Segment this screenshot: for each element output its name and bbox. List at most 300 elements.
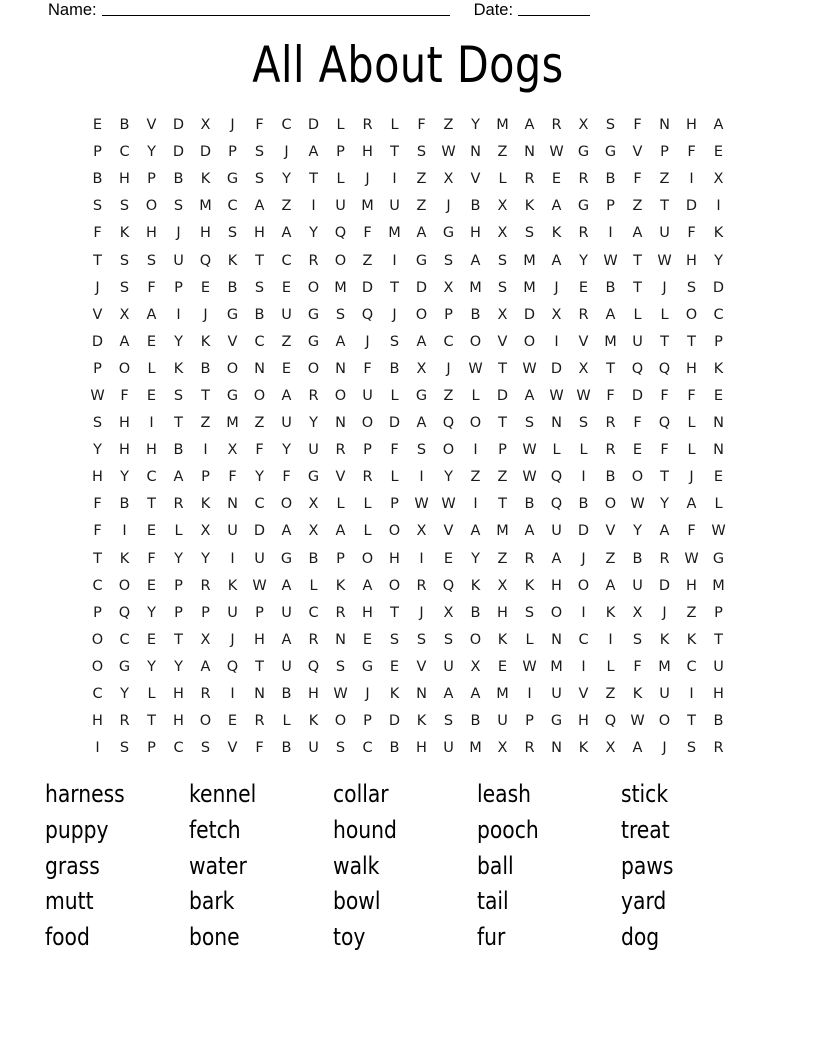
grid-letter[interactable]: D bbox=[388, 415, 401, 432]
grid-letter[interactable]: B bbox=[605, 171, 616, 188]
grid-letter[interactable]: J bbox=[203, 306, 208, 323]
grid-letter[interactable]: N bbox=[551, 631, 562, 648]
grid-letter[interactable]: M bbox=[550, 658, 563, 675]
grid-letter[interactable]: G bbox=[226, 306, 239, 323]
grid-letter[interactable]: Y bbox=[174, 333, 183, 350]
grid-letter[interactable]: O bbox=[550, 604, 563, 621]
grid-letter[interactable]: D bbox=[253, 523, 266, 540]
grid-letter[interactable]: M bbox=[199, 198, 212, 215]
grid-letter[interactable]: H bbox=[92, 469, 103, 486]
grid-letter[interactable]: X bbox=[713, 171, 724, 188]
grid-letter[interactable]: O bbox=[280, 496, 293, 513]
grid-letter[interactable]: Y bbox=[120, 686, 129, 703]
grid-letter[interactable]: P bbox=[336, 144, 345, 161]
grid-letter[interactable]: W bbox=[252, 577, 267, 594]
grid-letter[interactable]: M bbox=[361, 198, 374, 215]
grid-letter[interactable]: H bbox=[416, 740, 427, 757]
grid-letter[interactable]: H bbox=[686, 117, 697, 134]
grid-letter[interactable]: O bbox=[361, 415, 374, 432]
grid-letter[interactable]: L bbox=[174, 523, 183, 540]
grid-letter[interactable]: C bbox=[254, 496, 265, 513]
grid-letter[interactable]: M bbox=[469, 279, 482, 296]
grid-letter[interactable]: Y bbox=[282, 171, 291, 188]
grid-letter[interactable]: N bbox=[254, 360, 265, 377]
grid-letter[interactable]: E bbox=[146, 523, 157, 540]
grid-letter[interactable]: U bbox=[551, 523, 562, 540]
grid-letter[interactable]: O bbox=[199, 713, 212, 730]
grid-letter[interactable]: C bbox=[308, 604, 319, 621]
grid-letter[interactable]: P bbox=[444, 306, 453, 323]
grid-letter[interactable]: I bbox=[149, 415, 154, 432]
grid-letter[interactable]: M bbox=[658, 658, 671, 675]
grid-letter[interactable]: F bbox=[687, 225, 696, 242]
grid-letter[interactable]: F bbox=[120, 387, 129, 404]
grid-letter[interactable]: I bbox=[176, 306, 181, 323]
grid-letter[interactable]: C bbox=[92, 686, 103, 703]
grid-letter[interactable]: A bbox=[551, 252, 562, 269]
grid-letter[interactable]: G bbox=[577, 144, 590, 161]
grid-letter[interactable]: F bbox=[633, 658, 642, 675]
grid-letter[interactable]: U bbox=[659, 225, 670, 242]
grid-letter[interactable]: Z bbox=[416, 171, 427, 188]
grid-letter[interactable]: I bbox=[473, 442, 478, 459]
grid-letter[interactable]: X bbox=[578, 360, 589, 377]
grid-letter[interactable]: X bbox=[470, 658, 481, 675]
grid-letter[interactable]: Y bbox=[309, 415, 318, 432]
word-list-item[interactable]: paws bbox=[621, 851, 674, 880]
grid-letter[interactable]: X bbox=[308, 496, 319, 513]
grid-letter[interactable]: P bbox=[93, 360, 102, 377]
grid-letter[interactable]: P bbox=[255, 604, 264, 621]
grid-letter[interactable]: D bbox=[172, 144, 185, 161]
grid-letter[interactable]: Y bbox=[174, 550, 183, 567]
word-list-item[interactable]: bark bbox=[189, 887, 235, 916]
grid-letter[interactable]: O bbox=[658, 713, 671, 730]
grid-letter[interactable]: M bbox=[523, 252, 536, 269]
grid-letter[interactable]: X bbox=[200, 117, 211, 134]
grid-letter[interactable]: R bbox=[605, 415, 616, 432]
grid-letter[interactable]: K bbox=[308, 713, 319, 730]
grid-letter[interactable]: D bbox=[577, 523, 590, 540]
grid-letter[interactable]: V bbox=[578, 686, 589, 703]
grid-letter[interactable]: A bbox=[335, 523, 346, 540]
grid-letter[interactable]: W bbox=[630, 713, 645, 730]
grid-letter[interactable]: S bbox=[443, 713, 454, 730]
grid-letter[interactable]: W bbox=[90, 387, 105, 404]
grid-letter[interactable]: F bbox=[417, 117, 426, 134]
grid-letter[interactable]: K bbox=[605, 604, 616, 621]
grid-letter[interactable]: K bbox=[686, 631, 697, 648]
grid-letter[interactable]: L bbox=[363, 523, 372, 540]
grid-letter[interactable]: H bbox=[362, 604, 373, 621]
grid-letter[interactable]: L bbox=[714, 496, 723, 513]
grid-letter[interactable]: C bbox=[362, 740, 373, 757]
grid-letter[interactable]: I bbox=[581, 469, 586, 486]
grid-letter[interactable]: X bbox=[497, 198, 508, 215]
grid-letter[interactable]: J bbox=[284, 144, 289, 161]
grid-letter[interactable]: T bbox=[660, 469, 669, 486]
grid-letter[interactable]: O bbox=[118, 577, 131, 594]
grid-letter[interactable]: S bbox=[686, 279, 697, 296]
grid-letter[interactable]: J bbox=[230, 117, 235, 134]
grid-letter[interactable]: C bbox=[119, 144, 130, 161]
grid-letter[interactable]: X bbox=[551, 306, 562, 323]
grid-letter[interactable]: U bbox=[281, 658, 292, 675]
grid-letter[interactable]: Y bbox=[309, 225, 318, 242]
grid-letter[interactable]: C bbox=[713, 306, 724, 323]
grid-letter[interactable]: Q bbox=[550, 469, 563, 486]
grid-letter[interactable]: E bbox=[713, 387, 724, 404]
grid-letter[interactable]: E bbox=[146, 387, 157, 404]
grid-letter[interactable]: F bbox=[93, 225, 102, 242]
grid-letter[interactable]: B bbox=[173, 442, 184, 459]
grid-letter[interactable]: D bbox=[307, 117, 320, 134]
grid-letter[interactable]: B bbox=[713, 713, 724, 730]
grid-letter[interactable]: R bbox=[362, 117, 373, 134]
grid-letter[interactable]: P bbox=[174, 604, 183, 621]
grid-letter[interactable]: U bbox=[497, 713, 508, 730]
grid-letter[interactable]: P bbox=[363, 442, 372, 459]
grid-letter[interactable]: T bbox=[714, 631, 723, 648]
grid-letter[interactable]: L bbox=[336, 117, 345, 134]
grid-letter[interactable]: U bbox=[281, 306, 292, 323]
grid-letter[interactable]: S bbox=[254, 171, 265, 188]
grid-letter[interactable]: A bbox=[281, 631, 292, 648]
grid-letter[interactable]: S bbox=[497, 252, 508, 269]
grid-letter[interactable]: D bbox=[523, 306, 536, 323]
grid-letter[interactable]: I bbox=[230, 686, 235, 703]
grid-letter[interactable]: V bbox=[605, 523, 616, 540]
grid-letter[interactable]: L bbox=[309, 577, 318, 594]
grid-letter[interactable]: E bbox=[389, 658, 400, 675]
word-list-item[interactable]: bone bbox=[189, 923, 240, 952]
grid-letter[interactable]: H bbox=[713, 686, 724, 703]
grid-letter[interactable]: H bbox=[146, 442, 157, 459]
grid-letter[interactable]: L bbox=[147, 686, 156, 703]
grid-letter[interactable]: I bbox=[311, 198, 316, 215]
grid-letter[interactable]: B bbox=[254, 306, 265, 323]
word-list-item[interactable]: kennel bbox=[189, 780, 257, 808]
grid-letter[interactable]: T bbox=[147, 713, 156, 730]
grid-letter[interactable]: F bbox=[147, 550, 156, 567]
grid-letter[interactable]: L bbox=[147, 360, 156, 377]
grid-letter[interactable]: J bbox=[365, 171, 370, 188]
grid-letter[interactable]: I bbox=[527, 686, 532, 703]
grid-letter[interactable]: B bbox=[470, 604, 481, 621]
grid-letter[interactable]: A bbox=[416, 415, 427, 432]
grid-letter[interactable]: K bbox=[227, 252, 238, 269]
grid-letter[interactable]: I bbox=[689, 171, 694, 188]
grid-letter[interactable]: T bbox=[390, 144, 399, 161]
grid-letter[interactable]: A bbox=[281, 225, 292, 242]
grid-letter[interactable]: O bbox=[91, 631, 104, 648]
grid-letter[interactable]: O bbox=[334, 387, 347, 404]
grid-letter[interactable]: Y bbox=[120, 469, 129, 486]
grid-letter[interactable]: A bbox=[146, 306, 157, 323]
grid-letter[interactable]: F bbox=[363, 360, 372, 377]
grid-letter[interactable]: N bbox=[713, 442, 724, 459]
grid-letter[interactable]: O bbox=[388, 577, 401, 594]
grid-letter[interactable]: O bbox=[469, 333, 482, 350]
grid-letter[interactable]: B bbox=[470, 713, 481, 730]
grid-letter[interactable]: S bbox=[632, 631, 643, 648]
grid-letter[interactable]: P bbox=[174, 577, 183, 594]
grid-letter[interactable]: Y bbox=[444, 469, 453, 486]
grid-letter[interactable]: B bbox=[92, 171, 103, 188]
grid-letter[interactable]: X bbox=[605, 740, 616, 757]
grid-letter[interactable]: R bbox=[362, 469, 373, 486]
grid-letter[interactable]: H bbox=[173, 713, 184, 730]
grid-letter[interactable]: O bbox=[361, 550, 374, 567]
grid-letter[interactable]: V bbox=[227, 740, 238, 757]
grid-letter[interactable]: K bbox=[389, 686, 400, 703]
grid-letter[interactable]: P bbox=[525, 713, 534, 730]
grid-letter[interactable]: S bbox=[416, 144, 427, 161]
grid-letter[interactable]: O bbox=[442, 442, 455, 459]
grid-letter[interactable]: B bbox=[524, 496, 535, 513]
grid-letter[interactable]: E bbox=[443, 550, 454, 567]
grid-letter[interactable]: N bbox=[335, 631, 346, 648]
grid-letter[interactable]: X bbox=[443, 279, 454, 296]
grid-letter[interactable]: H bbox=[173, 686, 184, 703]
grid-letter[interactable]: C bbox=[281, 117, 292, 134]
grid-letter[interactable]: U bbox=[227, 604, 238, 621]
grid-letter[interactable]: V bbox=[146, 117, 157, 134]
grid-letter[interactable]: K bbox=[119, 550, 130, 567]
grid-letter[interactable]: E bbox=[578, 279, 589, 296]
grid-letter[interactable]: I bbox=[689, 686, 694, 703]
grid-letter[interactable]: C bbox=[686, 658, 697, 675]
grid-letter[interactable]: Q bbox=[631, 360, 644, 377]
grid-letter[interactable]: D bbox=[199, 144, 212, 161]
grid-letter[interactable]: E bbox=[227, 713, 238, 730]
word-list-item[interactable]: ball bbox=[477, 851, 514, 880]
grid-letter[interactable]: L bbox=[336, 496, 345, 513]
word-list-item[interactable]: grass bbox=[45, 851, 100, 880]
grid-letter[interactable]: A bbox=[470, 523, 481, 540]
grid-letter[interactable]: N bbox=[335, 415, 346, 432]
grid-letter[interactable]: R bbox=[659, 550, 670, 567]
grid-letter[interactable]: O bbox=[415, 306, 428, 323]
grid-letter[interactable]: F bbox=[660, 442, 669, 459]
grid-letter[interactable]: P bbox=[714, 333, 723, 350]
grid-letter[interactable]: K bbox=[119, 225, 130, 242]
grid-letter[interactable]: D bbox=[361, 279, 374, 296]
grid-letter[interactable]: B bbox=[470, 198, 481, 215]
grid-letter[interactable]: W bbox=[576, 387, 591, 404]
grid-letter[interactable]: K bbox=[200, 171, 211, 188]
grid-letter[interactable]: L bbox=[633, 306, 642, 323]
grid-letter[interactable]: L bbox=[687, 442, 696, 459]
grid-letter[interactable]: P bbox=[201, 469, 210, 486]
grid-letter[interactable]: J bbox=[176, 225, 181, 242]
grid-letter[interactable]: P bbox=[93, 604, 102, 621]
grid-letter[interactable]: S bbox=[389, 631, 400, 648]
grid-letter[interactable]: X bbox=[632, 604, 643, 621]
grid-letter[interactable]: V bbox=[416, 658, 427, 675]
grid-letter[interactable]: D bbox=[91, 333, 104, 350]
grid-letter[interactable]: P bbox=[363, 713, 372, 730]
grid-letter[interactable]: Q bbox=[550, 496, 563, 513]
grid-letter[interactable]: K bbox=[524, 577, 535, 594]
name-write-in-line[interactable] bbox=[102, 0, 450, 16]
grid-letter[interactable]: O bbox=[469, 415, 482, 432]
date-write-in-line[interactable] bbox=[518, 0, 590, 16]
grid-letter[interactable]: Y bbox=[147, 658, 156, 675]
grid-letter[interactable]: U bbox=[227, 523, 238, 540]
grid-letter[interactable]: I bbox=[716, 198, 721, 215]
grid-letter[interactable]: L bbox=[390, 387, 399, 404]
grid-letter[interactable]: U bbox=[173, 252, 184, 269]
grid-letter[interactable]: P bbox=[606, 198, 615, 215]
grid-letter[interactable]: O bbox=[91, 658, 104, 675]
grid-letter[interactable]: A bbox=[119, 333, 130, 350]
grid-letter[interactable]: U bbox=[443, 658, 454, 675]
grid-letter[interactable]: N bbox=[416, 686, 427, 703]
grid-letter[interactable]: T bbox=[498, 496, 507, 513]
word-list-item[interactable]: collar bbox=[333, 780, 389, 808]
word-list-item[interactable]: treat bbox=[621, 815, 670, 844]
grid-letter[interactable]: D bbox=[631, 387, 644, 404]
grid-letter[interactable]: T bbox=[660, 198, 669, 215]
grid-letter[interactable]: Q bbox=[442, 415, 455, 432]
grid-letter[interactable]: N bbox=[470, 144, 481, 161]
grid-letter[interactable]: P bbox=[390, 496, 399, 513]
grid-letter[interactable]: Y bbox=[579, 252, 588, 269]
grid-letter[interactable]: T bbox=[201, 387, 210, 404]
grid-letter[interactable]: W bbox=[468, 360, 483, 377]
grid-letter[interactable]: B bbox=[389, 360, 400, 377]
grid-letter[interactable]: W bbox=[630, 496, 645, 513]
grid-letter[interactable]: H bbox=[470, 225, 481, 242]
grid-letter[interactable]: Q bbox=[442, 577, 455, 594]
grid-letter[interactable]: H bbox=[119, 415, 130, 432]
grid-letter[interactable]: Y bbox=[174, 658, 183, 675]
grid-letter[interactable]: I bbox=[230, 550, 235, 567]
grid-letter[interactable]: B bbox=[605, 279, 616, 296]
grid-letter[interactable]: K bbox=[227, 577, 238, 594]
grid-letter[interactable]: D bbox=[388, 713, 401, 730]
grid-letter[interactable]: Y bbox=[147, 604, 156, 621]
grid-letter[interactable]: Z bbox=[281, 198, 292, 215]
grid-letter[interactable]: A bbox=[659, 523, 670, 540]
grid-letter[interactable]: U bbox=[308, 740, 319, 757]
grid-letter[interactable]: S bbox=[227, 225, 238, 242]
grid-letter[interactable]: O bbox=[334, 713, 347, 730]
grid-letter[interactable]: P bbox=[147, 171, 156, 188]
grid-letter[interactable]: U bbox=[389, 198, 400, 215]
grid-letter[interactable]: M bbox=[388, 225, 401, 242]
grid-letter[interactable]: J bbox=[689, 469, 694, 486]
grid-letter[interactable]: L bbox=[606, 658, 615, 675]
grid-letter[interactable]: P bbox=[93, 144, 102, 161]
grid-letter[interactable]: J bbox=[419, 604, 424, 621]
grid-letter[interactable]: K bbox=[335, 577, 346, 594]
grid-letter[interactable]: R bbox=[200, 577, 211, 594]
grid-letter[interactable]: H bbox=[389, 550, 400, 567]
grid-letter[interactable]: K bbox=[497, 631, 508, 648]
grid-letter[interactable]: T bbox=[687, 713, 696, 730]
grid-letter[interactable]: U bbox=[308, 442, 319, 459]
grid-letter[interactable]: R bbox=[308, 387, 319, 404]
grid-letter[interactable]: N bbox=[524, 144, 535, 161]
grid-letter[interactable]: I bbox=[608, 631, 613, 648]
grid-letter[interactable]: K bbox=[173, 360, 184, 377]
grid-letter[interactable]: A bbox=[281, 577, 292, 594]
grid-letter[interactable]: D bbox=[685, 198, 698, 215]
grid-letter[interactable]: U bbox=[443, 740, 454, 757]
grid-letter[interactable]: Y bbox=[471, 550, 480, 567]
grid-letter[interactable]: H bbox=[686, 360, 697, 377]
grid-letter[interactable]: A bbox=[551, 198, 562, 215]
grid-letter[interactable]: A bbox=[524, 523, 535, 540]
grid-letter[interactable]: G bbox=[604, 144, 617, 161]
grid-letter[interactable]: M bbox=[523, 279, 536, 296]
grid-letter[interactable]: H bbox=[686, 577, 697, 594]
grid-letter[interactable]: J bbox=[581, 550, 586, 567]
grid-letter[interactable]: D bbox=[496, 387, 509, 404]
grid-letter[interactable]: F bbox=[633, 117, 642, 134]
grid-letter[interactable]: K bbox=[713, 225, 724, 242]
grid-letter[interactable]: X bbox=[443, 604, 454, 621]
grid-letter[interactable]: V bbox=[470, 171, 481, 188]
grid-letter[interactable]: I bbox=[392, 171, 397, 188]
grid-letter[interactable]: Z bbox=[632, 198, 643, 215]
grid-letter[interactable]: Q bbox=[334, 225, 347, 242]
grid-letter[interactable]: S bbox=[335, 740, 346, 757]
grid-letter[interactable]: A bbox=[605, 577, 616, 594]
grid-letter[interactable]: Z bbox=[497, 550, 508, 567]
grid-letter[interactable]: X bbox=[497, 740, 508, 757]
grid-letter[interactable]: A bbox=[335, 333, 346, 350]
grid-letter[interactable]: F bbox=[687, 523, 696, 540]
grid-letter[interactable]: I bbox=[581, 658, 586, 675]
grid-letter[interactable]: A bbox=[200, 658, 211, 675]
grid-letter[interactable]: I bbox=[419, 550, 424, 567]
grid-letter[interactable]: Q bbox=[226, 658, 239, 675]
grid-letter[interactable]: D bbox=[550, 360, 563, 377]
grid-letter[interactable]: C bbox=[578, 631, 589, 648]
grid-letter[interactable]: F bbox=[606, 387, 615, 404]
grid-letter[interactable]: P bbox=[714, 604, 723, 621]
grid-letter[interactable]: R bbox=[335, 442, 346, 459]
grid-letter[interactable]: G bbox=[442, 225, 455, 242]
grid-letter[interactable]: W bbox=[441, 496, 456, 513]
grid-letter[interactable]: Z bbox=[281, 333, 292, 350]
grid-letter[interactable]: E bbox=[281, 360, 292, 377]
grid-letter[interactable]: R bbox=[524, 171, 535, 188]
grid-letter[interactable]: R bbox=[335, 604, 346, 621]
grid-letter[interactable]: G bbox=[307, 306, 320, 323]
grid-letter[interactable]: Z bbox=[254, 415, 265, 432]
word-list-item[interactable]: yard bbox=[621, 887, 667, 916]
grid-letter[interactable]: O bbox=[631, 469, 644, 486]
grid-letter[interactable]: L bbox=[687, 415, 696, 432]
grid-letter[interactable]: B bbox=[281, 740, 292, 757]
grid-letter[interactable]: U bbox=[254, 550, 265, 567]
grid-letter[interactable]: T bbox=[174, 631, 183, 648]
word-list-item[interactable]: harness bbox=[45, 780, 125, 808]
grid-letter[interactable]: W bbox=[549, 144, 564, 161]
grid-letter[interactable]: A bbox=[551, 550, 562, 567]
grid-letter[interactable]: P bbox=[174, 279, 183, 296]
grid-letter[interactable]: L bbox=[498, 171, 507, 188]
grid-letter[interactable]: X bbox=[308, 523, 319, 540]
grid-letter[interactable]: E bbox=[146, 577, 157, 594]
grid-letter[interactable]: S bbox=[146, 252, 157, 269]
grid-letter[interactable]: E bbox=[200, 279, 211, 296]
word-list-item[interactable]: dog bbox=[621, 923, 660, 952]
